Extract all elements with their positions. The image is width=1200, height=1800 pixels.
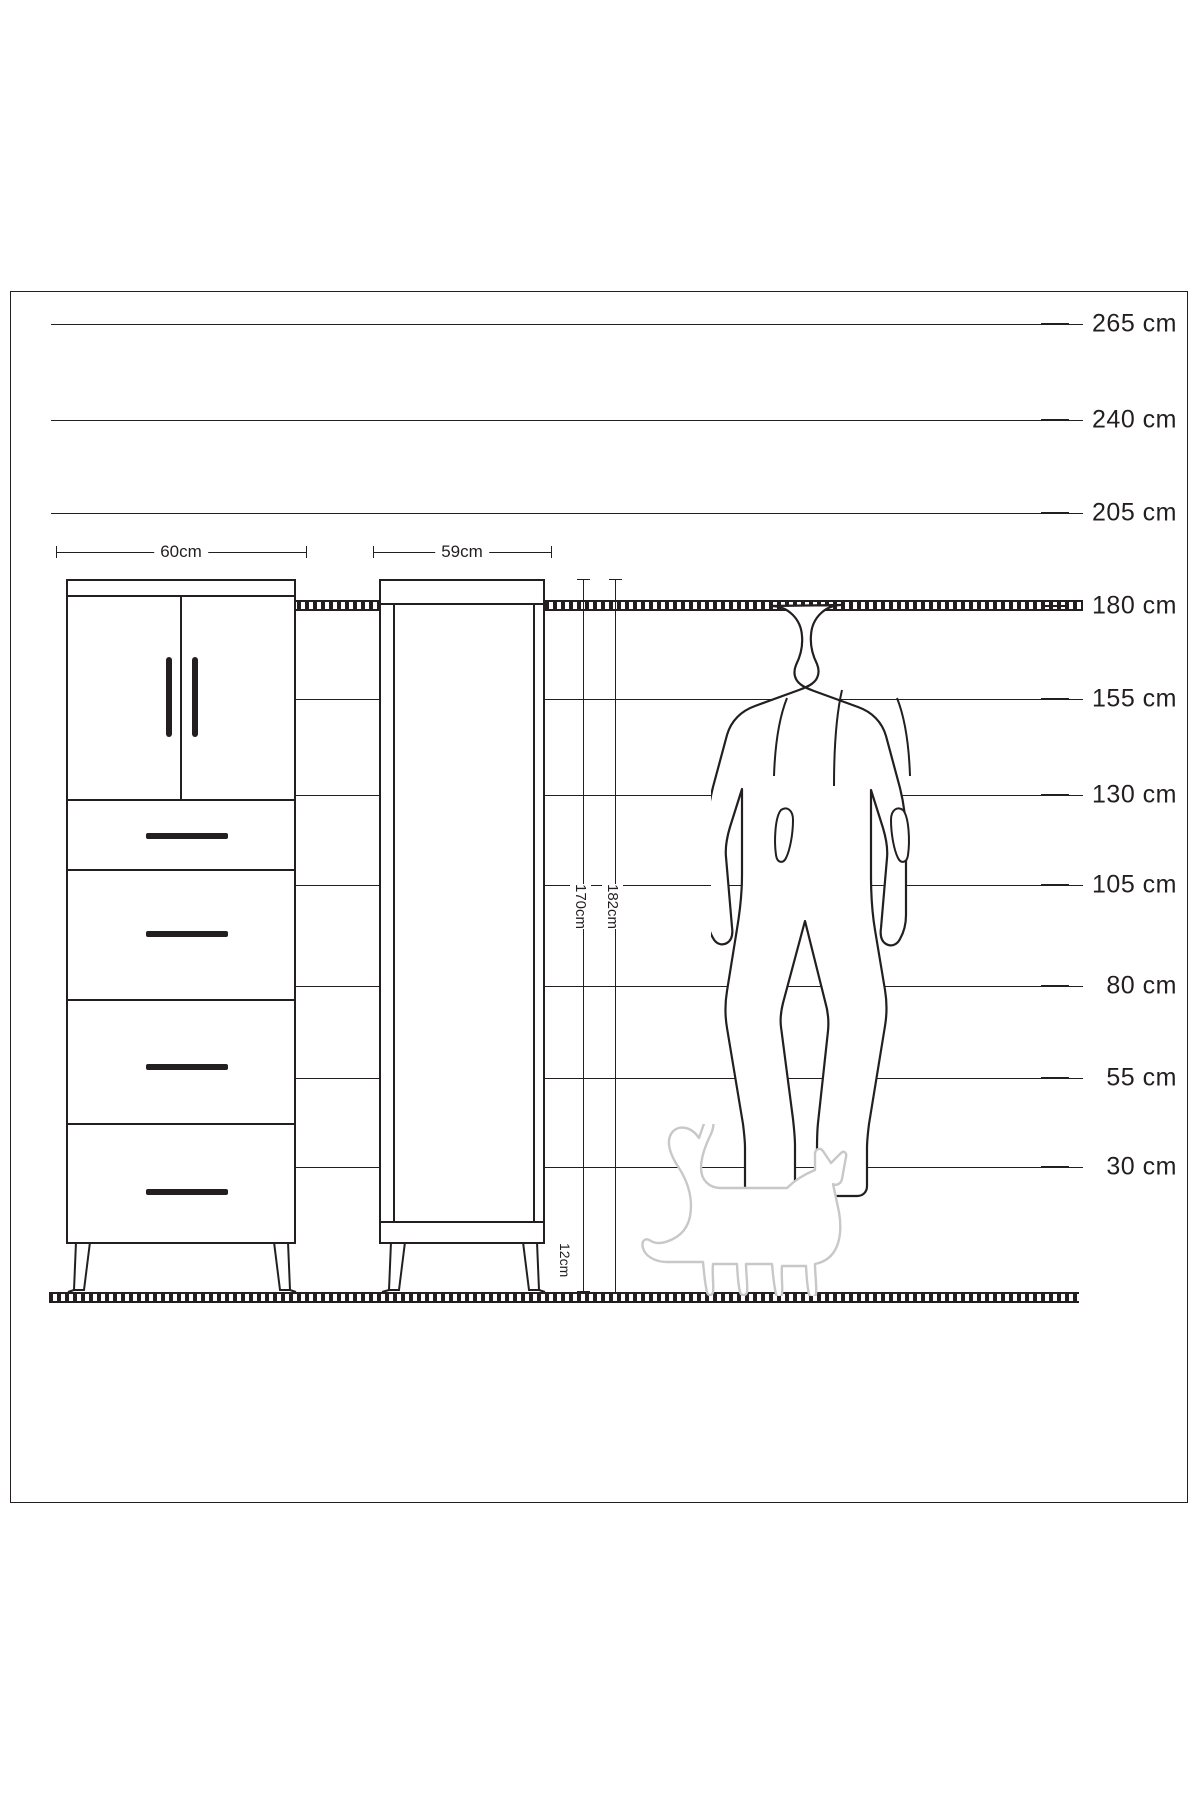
scale-tick-265 bbox=[1041, 323, 1069, 325]
scale-line-265 bbox=[51, 324, 1083, 325]
left-cabinet-legs bbox=[66, 1242, 298, 1294]
width-dim-cap-left-60 bbox=[56, 546, 57, 558]
height-dim-label-12: 12cm bbox=[557, 1243, 573, 1278]
right-cabinet-bottom-panel-line bbox=[381, 1221, 543, 1223]
scale-tick-240 bbox=[1041, 419, 1069, 421]
right-cabinet bbox=[379, 579, 545, 1244]
scale-label-265: 265 cm bbox=[1092, 309, 1177, 338]
height-dim-cap-170-top bbox=[577, 579, 590, 580]
height-dim-cap-182-top bbox=[609, 579, 622, 580]
height-dim-label-170: 170cm bbox=[572, 884, 589, 930]
left-cabinet-drawer-line-2 bbox=[68, 999, 294, 1001]
cat-silhouette bbox=[641, 1124, 881, 1296]
width-dim-cap-right-60 bbox=[306, 546, 307, 558]
width-dim-label-60: 60cm bbox=[154, 542, 208, 562]
scale-tick-30 bbox=[1041, 1166, 1069, 1168]
left-cabinet-door-handle-left[interactable] bbox=[166, 657, 172, 737]
width-dim-cap-right-59 bbox=[551, 546, 552, 558]
left-cabinet-door-split bbox=[180, 595, 182, 799]
scale-tick-105 bbox=[1041, 884, 1069, 886]
scale-tick-130 bbox=[1041, 794, 1069, 796]
width-dim-label-59: 59cm bbox=[435, 542, 489, 562]
scale-label-105: 105 cm bbox=[1092, 870, 1177, 899]
scale-label-130: 130 cm bbox=[1092, 780, 1177, 809]
width-dim-cap-left-59 bbox=[373, 546, 374, 558]
scale-tick-205 bbox=[1041, 512, 1069, 514]
scale-line-205 bbox=[51, 513, 1083, 514]
scale-tick-155 bbox=[1041, 698, 1069, 700]
scale-tick-55 bbox=[1041, 1077, 1069, 1079]
height-dim-line-182 bbox=[615, 579, 616, 1292]
diagram-frame bbox=[10, 291, 1188, 1503]
left-cabinet-drawer-line-1 bbox=[68, 869, 294, 871]
left-cabinet bbox=[66, 579, 296, 1244]
scale-tick-80 bbox=[1041, 985, 1069, 987]
scale-tick-180 bbox=[1041, 605, 1069, 607]
left-cabinet-upper-bottom-line bbox=[68, 799, 294, 801]
left-cabinet-drawer-handle-4[interactable] bbox=[146, 1189, 228, 1195]
height-dim-line-170 bbox=[583, 579, 584, 1292]
height-dim-cap-170-bottom bbox=[577, 1291, 590, 1292]
left-cabinet-drawer-handle-3[interactable] bbox=[146, 1064, 228, 1070]
left-cabinet-drawer-handle-2[interactable] bbox=[146, 931, 228, 937]
right-cabinet-top-panel-line bbox=[381, 603, 543, 605]
left-cabinet-door-handle-right[interactable] bbox=[192, 657, 198, 737]
scale-label-240: 240 cm bbox=[1092, 405, 1177, 434]
scale-label-80: 80 cm bbox=[1106, 971, 1177, 1000]
height-dim-label-182: 182cm bbox=[604, 884, 621, 930]
scale-label-180: 180 cm bbox=[1092, 591, 1177, 620]
right-cabinet-legs bbox=[379, 1242, 547, 1294]
left-cabinet-drawer-handle-1[interactable] bbox=[146, 833, 228, 839]
left-cabinet-drawer-line-3 bbox=[68, 1123, 294, 1125]
scale-label-205: 205 cm bbox=[1092, 498, 1177, 527]
right-cabinet-door-edge-left bbox=[393, 603, 395, 1221]
scale-label-30: 30 cm bbox=[1106, 1152, 1177, 1181]
scale-line-240 bbox=[51, 420, 1083, 421]
scale-label-155: 155 cm bbox=[1092, 684, 1177, 713]
scale-label-55: 55 cm bbox=[1106, 1063, 1177, 1092]
right-cabinet-door-edge-right bbox=[533, 603, 535, 1221]
